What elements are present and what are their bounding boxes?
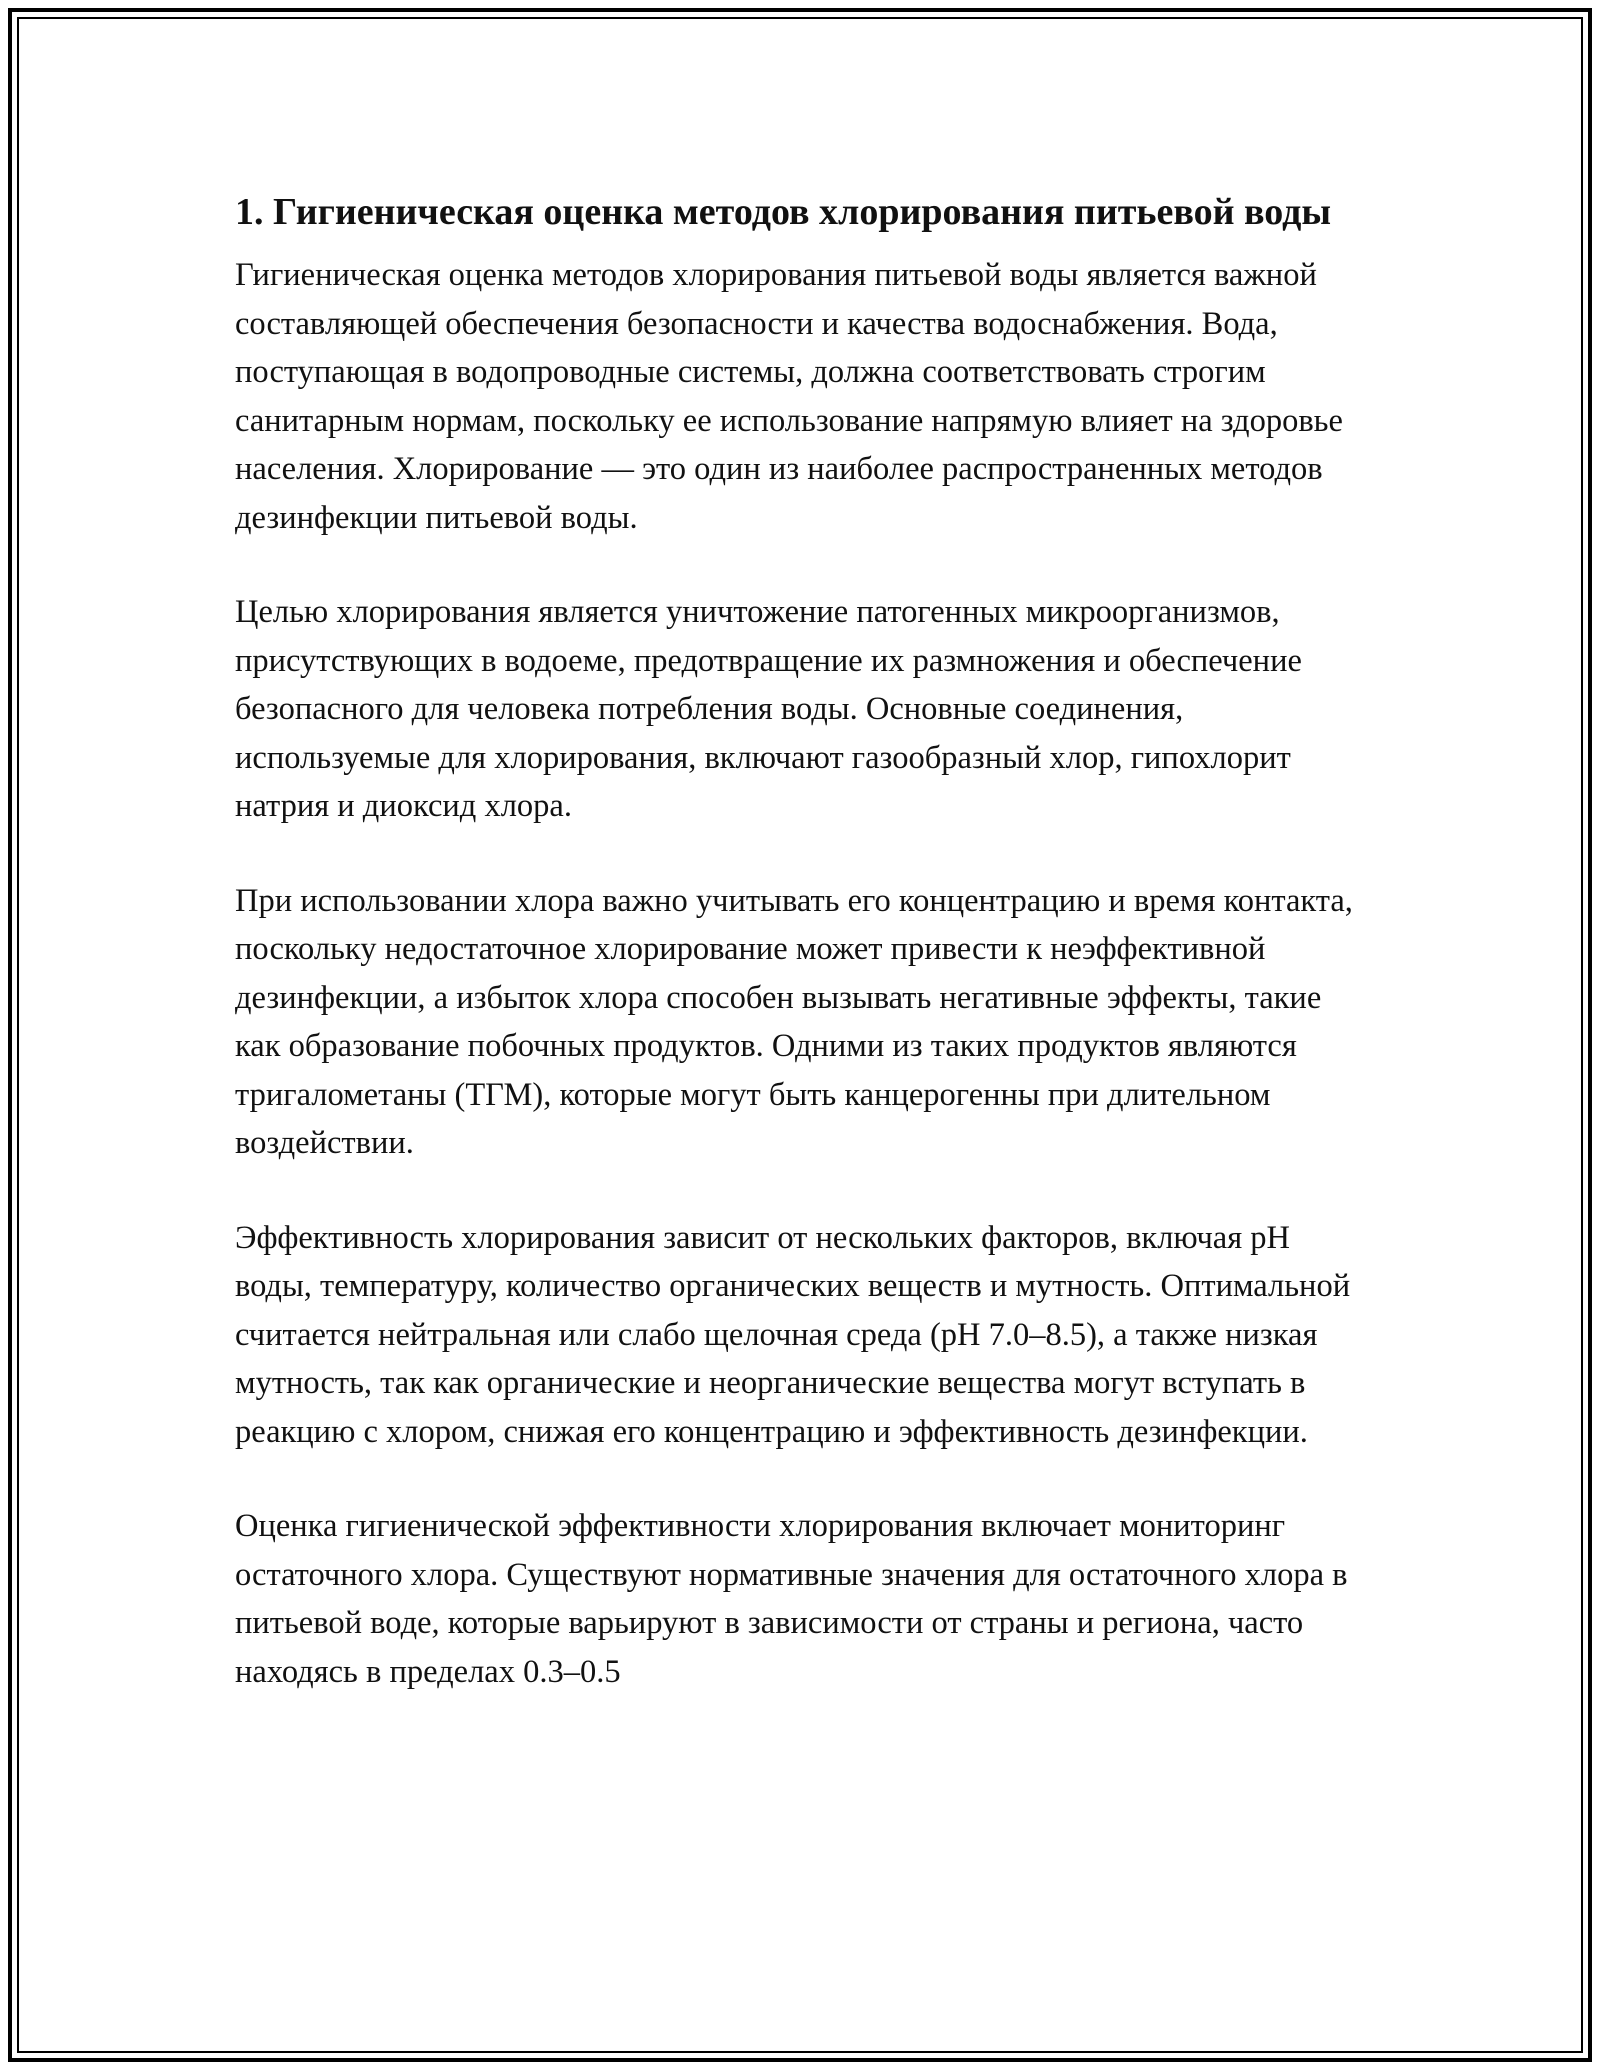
document-page [235, 185, 1365, 1696]
section-heading: 1. Гигиеническая оценка методов хлорирования питьевой воды [235, 191, 1332, 233]
paragraph-concentration: При использовании хлора важно учитывать его концентрацию и время контакта, поскольку недостаточное хлорирование может привести к неэффективной дезинфекции, а избыток хлора способен вызывать негативные эффекты, такие как образование побочных продуктов. Одними из таких продуктов являются тригалометаны (ТГМ), которые могут быть канцерогенны при длительном воздействии. [235, 882, 1353, 1161]
paragraph-intro: Гигиеническая оценка методов хлорирования питьевой воды является важной составляющей обеспечения безопасности и качества водоснабжения. Вода, поступающая в водопроводные системы, должна соответствовать строгим санитарным нормам, поскольку ее использование напрямую влияет на здоровье населения. Хлорирование — это один из наиболее распространенных методов дезинфекции питьевой воды. [235, 257, 1343, 536]
paragraph-residual-chlorine: Оценка гигиенической эффективности хлорирования включает мониторинг остаточного хлора. Существуют нормативные значения для остаточного хлора в питьевой воде, которые варьируют в зависимости от страны и региона, часто находясь в пределах 0.3–0.5 [235, 1508, 1348, 1690]
paragraph-purpose: Целью хлорирования является уничтожение патогенных микроорганизмов, присутствующих в водоеме, предотвращение их размножения и обеспечение безопасного для человека потребления воды. Основные соединения, используемые для хлорирования, включают газообразный хлор, гипохлорит натрия и диоксид хлора. [235, 594, 1302, 824]
paragraph-efficiency-factors: Эффективность хлорирования зависит от нескольких факторов, включая pH воды, температуру, количество органических веществ и мутность. Оптимальной считается нейтральная или слабо щелочная среда (pH 7.0–8.5), а также низкая мутность, так как органические и неорганические вещества могут вступать в реакцию с хлором, снижая его концентрацию и эффективность дезинфекции. [235, 1219, 1351, 1450]
